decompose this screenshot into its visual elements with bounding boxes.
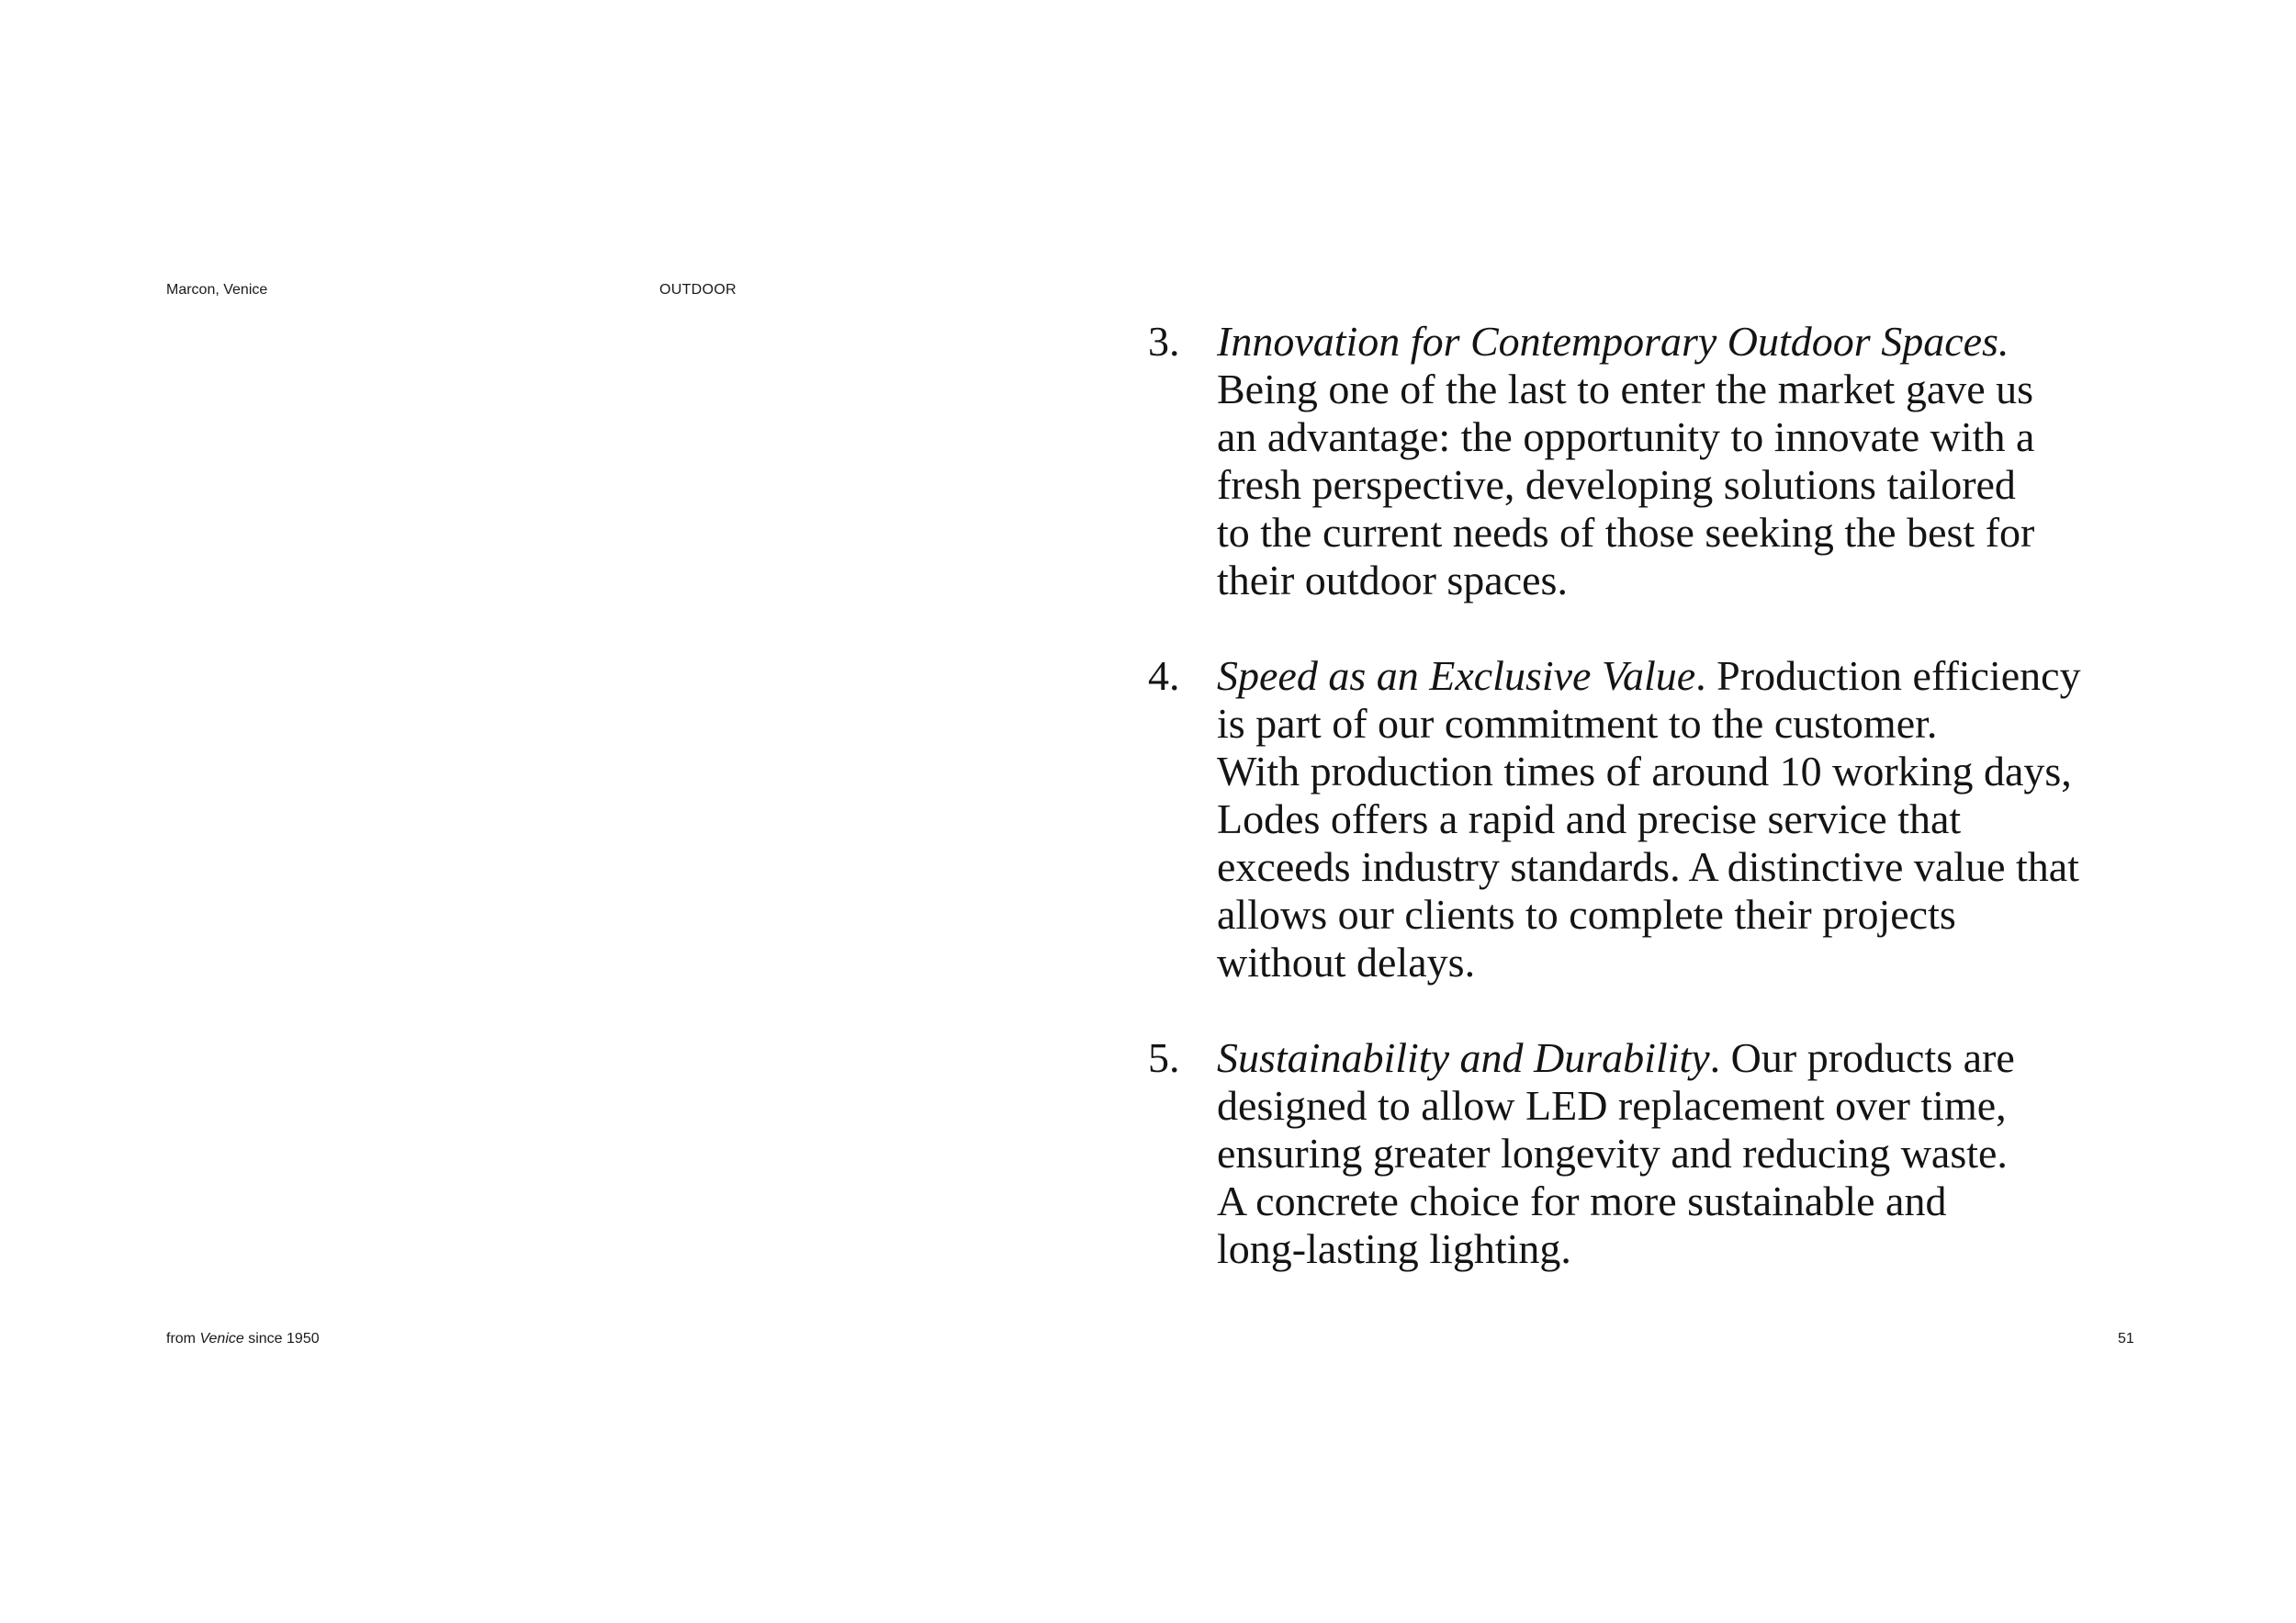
list-item-line: their outdoor spaces. bbox=[1217, 557, 1568, 603]
list-item-title-period: . bbox=[1998, 318, 2009, 365]
list-item-line: A concrete choice for more sustainable and bbox=[1217, 1178, 1947, 1224]
list-item-line: to the current needs of those seeking the best for bbox=[1217, 509, 2035, 556]
list-item-number: 4. bbox=[1148, 652, 1180, 699]
list-item-title: Speed as an Exclusive Value bbox=[1217, 652, 1696, 699]
list-item-first-line-rest: Our products are bbox=[1720, 1034, 2015, 1081]
list-item-line: is part of our commitment to the customer. bbox=[1217, 700, 1938, 747]
footer-tagline bbox=[166, 1330, 320, 1348]
list-item-line: With production times of around 10 working days, bbox=[1217, 748, 2072, 795]
list-item bbox=[1148, 318, 2149, 604]
footer-tagline-italic: Venice bbox=[199, 1331, 244, 1347]
list-item-first-line bbox=[1217, 318, 2149, 366]
numbered-list bbox=[1148, 318, 2149, 1273]
list-item-title-period: . bbox=[1709, 1034, 1721, 1081]
list-item-line: fresh perspective, developing solutions tailored bbox=[1217, 461, 2016, 508]
list-item bbox=[1148, 652, 2149, 986]
list-item-line: Lodes offers a rapid and precise service that bbox=[1217, 795, 1962, 842]
list-item-line: designed to allow LED replacement over time, bbox=[1217, 1082, 2007, 1129]
header-section-label: OUTDOOR bbox=[659, 282, 737, 298]
list-item-line: allows our clients to complete their projects bbox=[1217, 891, 1956, 938]
list-item-line: long-lasting lighting. bbox=[1217, 1225, 1571, 1272]
list-item-number: 3. bbox=[1148, 318, 1180, 365]
list-item-first-line-rest: Production efficiency bbox=[1705, 652, 2081, 699]
footer-tagline-suffix: since 1950 bbox=[243, 1331, 320, 1347]
list-item-title: Innovation for Contemporary Outdoor Spaces bbox=[1217, 318, 1998, 365]
list-item-title-period: . bbox=[1695, 652, 1706, 699]
list-item-line: without delays. bbox=[1217, 939, 1476, 986]
list-item bbox=[1148, 1034, 2149, 1273]
list-item-line: exceeds industry standards. A distinctive value that bbox=[1217, 843, 2079, 890]
list-item-first-line bbox=[1217, 652, 2149, 700]
header-location: Marcon, Venice bbox=[166, 282, 268, 298]
list-item-number: 5. bbox=[1148, 1034, 1180, 1081]
list-item-first-line bbox=[1217, 1034, 2149, 1082]
list-item-line: ensuring greater longevity and reducing waste. bbox=[1217, 1130, 2008, 1177]
footer-tagline-prefix: from bbox=[166, 1331, 200, 1347]
list-item-line: an advantage: the opportunity to innovate with a bbox=[1217, 413, 2035, 460]
list-item-line: Being one of the last to enter the market gave us bbox=[1217, 366, 2034, 412]
list-item-title: Sustainability and Durability bbox=[1217, 1034, 1710, 1081]
page-number: 51 bbox=[2118, 1331, 2134, 1347]
